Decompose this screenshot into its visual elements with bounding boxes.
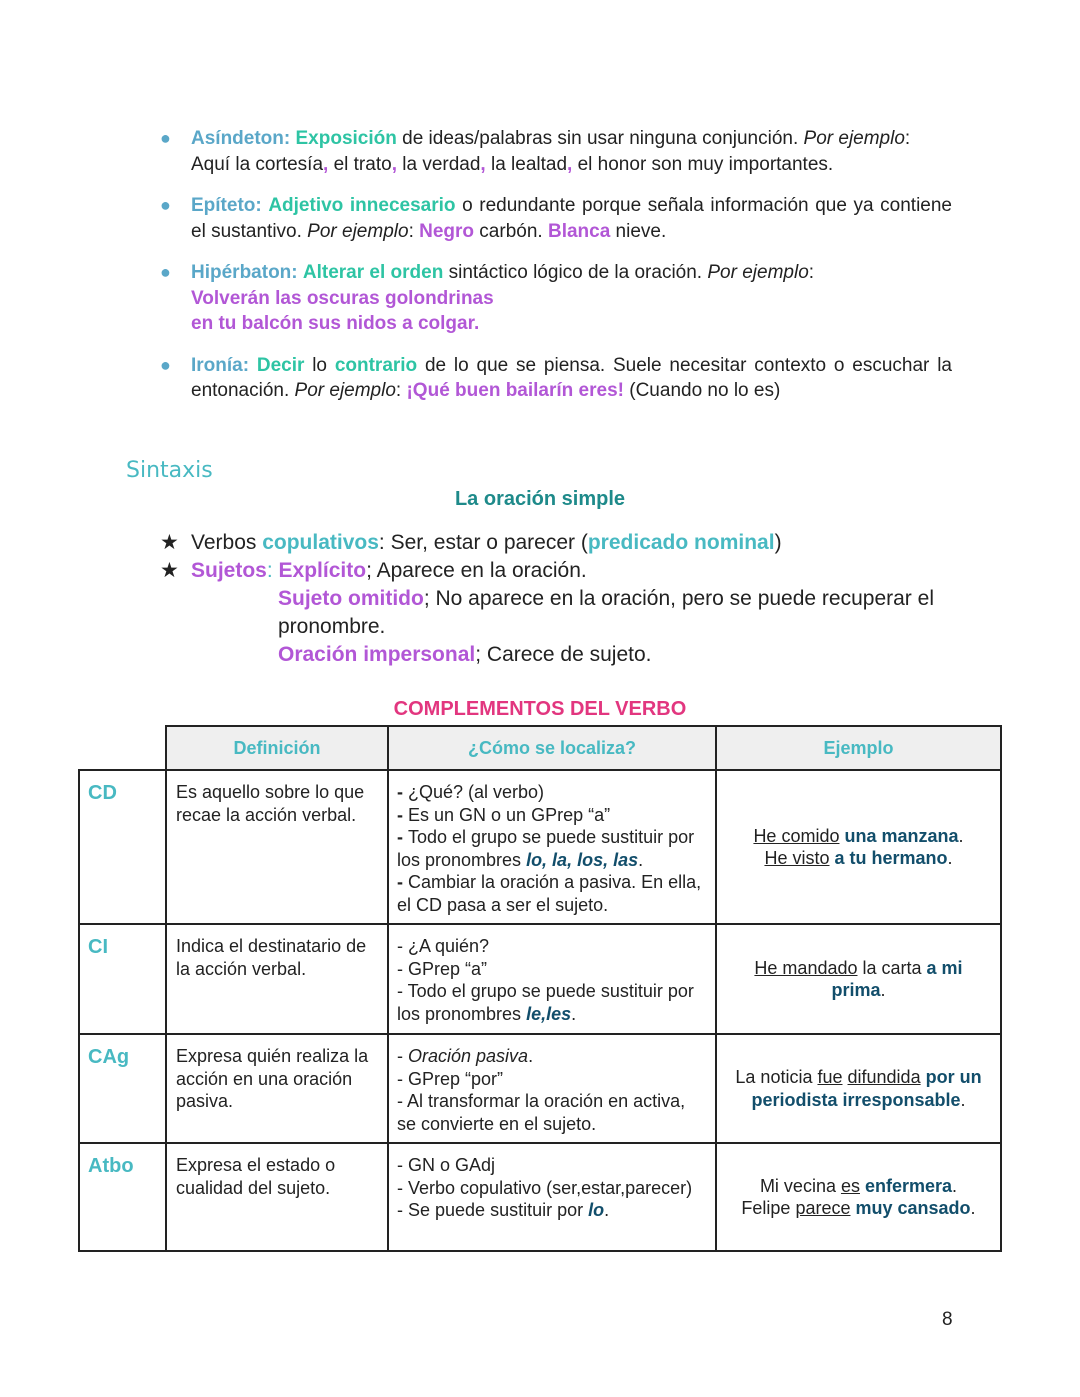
term: Ironía: bbox=[191, 354, 250, 376]
example-text: carbón. bbox=[474, 220, 548, 242]
loc-item: - GPrep “por” bbox=[397, 1068, 504, 1089]
period: . bbox=[960, 1089, 966, 1110]
row-example bbox=[716, 1143, 1001, 1251]
pronouns: le,les bbox=[526, 1003, 572, 1024]
complement: por un periodista irresponsable bbox=[751, 1067, 982, 1110]
term-text: sintáctico lógico de la oración. bbox=[443, 262, 708, 283]
header-localiza: ¿Cómo se localiza? bbox=[388, 726, 716, 770]
header-definicion: Definición bbox=[166, 726, 388, 770]
row-localization bbox=[388, 770, 716, 924]
dash: - bbox=[397, 872, 408, 892]
figures-list bbox=[160, 126, 952, 420]
dash: - bbox=[397, 782, 408, 802]
term-key: Alterar el orden bbox=[302, 262, 444, 283]
row-label: CAg bbox=[79, 1034, 166, 1143]
row-localization bbox=[388, 1143, 716, 1251]
example-text: la lealtad bbox=[485, 153, 568, 175]
bullet-ironia bbox=[160, 353, 952, 404]
bullet-dot-icon: ● bbox=[160, 354, 171, 375]
verb: fue bbox=[817, 1067, 843, 1087]
table-row bbox=[79, 924, 1001, 1034]
bullet-dot-icon: ● bbox=[160, 262, 171, 282]
term: Asíndeton: bbox=[191, 128, 291, 149]
oracion-impersonal bbox=[160, 641, 980, 669]
term-text: o redundante porque señala información que ya contiene el sustantivo. bbox=[191, 195, 953, 242]
table-corner bbox=[79, 726, 166, 770]
verb: He mandado bbox=[754, 957, 858, 978]
loc-item: - Todo el grupo se puede sustituir por los pronombres bbox=[397, 981, 694, 1024]
text: ; Carece de sujeto. bbox=[475, 643, 652, 666]
term-key: Exposición bbox=[295, 128, 397, 149]
section-title: Sintaxis bbox=[126, 458, 213, 483]
example-line: Volverán las oscuras golondrinas bbox=[191, 287, 494, 309]
row-localization bbox=[388, 924, 716, 1034]
star-icon: ★ bbox=[160, 531, 179, 554]
loc-item: ¿Qué? (al verbo) bbox=[408, 782, 545, 802]
row-definition: Es aquello sobre lo que recae la acción verbal. bbox=[166, 770, 388, 924]
bullet-hiperbaton bbox=[160, 260, 952, 337]
example-text: el honor son muy importantes. bbox=[572, 153, 834, 175]
example-text: la verdad bbox=[396, 153, 481, 175]
text: Felipe bbox=[741, 1198, 796, 1218]
example-text: (Cuando no lo es) bbox=[623, 380, 781, 401]
text: la carta bbox=[857, 957, 927, 978]
comma: , bbox=[391, 153, 397, 175]
text: ) bbox=[774, 531, 782, 554]
text: Mi vecina bbox=[759, 1175, 841, 1196]
bullet-dot-icon: ● bbox=[160, 128, 171, 148]
period: . bbox=[604, 1200, 610, 1220]
por-ejemplo: Por ejemplo bbox=[803, 128, 905, 149]
verb: difundida bbox=[847, 1067, 921, 1087]
example-key: Negro bbox=[419, 220, 475, 242]
complement: enfermera bbox=[859, 1175, 953, 1196]
row-definition: Expresa quién realiza la acción en una oración pasiva. bbox=[166, 1034, 388, 1143]
complement: a mi prima bbox=[831, 957, 963, 1000]
verb: es bbox=[840, 1175, 860, 1196]
period: . bbox=[947, 848, 953, 868]
term-key: Adjetivo innecesario bbox=[268, 195, 456, 216]
colon: : bbox=[395, 380, 407, 401]
por-ejemplo: Por ejemplo bbox=[707, 262, 809, 283]
header-ejemplo: Ejemplo bbox=[716, 726, 1001, 770]
row-definition: Indica el destinatario de la acción verbal. bbox=[166, 924, 388, 1034]
term-key: contrario bbox=[334, 354, 418, 376]
term-text: de lo que se piensa. Suele necesitar contexto o escuchar la entonación. bbox=[191, 354, 952, 401]
loc-item: Todo el grupo se puede sustituir por los pronombres bbox=[397, 827, 695, 870]
key: Sujeto omitido bbox=[278, 587, 424, 610]
loc-item: - GN o GAdj bbox=[397, 1155, 496, 1175]
period: . bbox=[638, 849, 644, 870]
text: : Ser, estar o parecer ( bbox=[378, 531, 588, 554]
period: . bbox=[958, 825, 964, 846]
table-row bbox=[79, 1143, 1001, 1251]
dash: - bbox=[397, 827, 408, 847]
table-row bbox=[79, 1034, 1001, 1143]
complement: una manzana bbox=[844, 825, 959, 846]
colon: : bbox=[266, 559, 279, 582]
table-row bbox=[79, 770, 1001, 924]
loc-item: Cambiar la oración a pasiva. En ella, el CD pasa a ser el sujeto. bbox=[397, 872, 702, 915]
loc-item: - GPrep “a” bbox=[397, 958, 488, 979]
pronouns: lo bbox=[588, 1200, 605, 1220]
example-text: el trato bbox=[328, 153, 392, 175]
bullet-asindeton bbox=[160, 126, 952, 177]
term: Epíteto: bbox=[191, 195, 262, 216]
sujeto-omitido bbox=[160, 585, 980, 641]
row-example bbox=[716, 1034, 1001, 1143]
verb: parece bbox=[795, 1198, 851, 1218]
star-icon: ★ bbox=[160, 559, 179, 582]
period: . bbox=[571, 1003, 577, 1024]
row-label: Atbo bbox=[79, 1143, 166, 1251]
example-key: Blanca bbox=[547, 220, 611, 242]
star-item-verbos bbox=[160, 529, 980, 557]
term-text: lo bbox=[304, 354, 335, 376]
complements-table bbox=[78, 725, 1002, 1252]
por-ejemplo: Por ejemplo bbox=[307, 220, 409, 242]
text: Verbos bbox=[191, 531, 263, 554]
colon: : bbox=[808, 262, 815, 283]
verb: He visto bbox=[764, 848, 830, 868]
loc-item: Oración pasiva bbox=[408, 1046, 529, 1066]
key: Oración impersonal bbox=[278, 643, 476, 666]
comma: , bbox=[480, 153, 486, 175]
loc-item: - Al transformar la oración en activa, se convierte en el sujeto. bbox=[397, 1091, 686, 1134]
star-item-sujetos bbox=[160, 557, 980, 585]
term-text: de ideas/palabras sin usar ninguna conjunción. bbox=[396, 128, 804, 149]
bullet-dot-icon: ● bbox=[160, 195, 171, 215]
row-label: CI bbox=[79, 924, 166, 1034]
table-header-row bbox=[79, 726, 1001, 770]
loc-item: - Se puede sustituir por bbox=[397, 1200, 589, 1220]
table-title: COMPLEMENTOS DEL VERBO bbox=[393, 698, 687, 720]
loc-item: - ¿A quién? bbox=[397, 936, 490, 956]
example-text: Aquí la cortesía bbox=[191, 153, 324, 175]
term: Hipérbaton: bbox=[191, 262, 298, 283]
period: . bbox=[970, 1198, 976, 1218]
text: ; Aparece en la oración. bbox=[366, 559, 587, 582]
dash: - bbox=[397, 1046, 408, 1066]
period: . bbox=[880, 980, 886, 1000]
row-localization bbox=[388, 1034, 716, 1143]
example-key: ¡Qué buen bailarín eres! bbox=[406, 380, 624, 401]
period: . bbox=[952, 1175, 958, 1196]
colon: : bbox=[408, 220, 420, 242]
key: Explícito bbox=[278, 559, 367, 582]
key: predicado nominal bbox=[587, 531, 775, 554]
row-example bbox=[716, 924, 1001, 1034]
term-key: Decir bbox=[256, 354, 305, 376]
bullet-epiteto bbox=[160, 193, 952, 244]
complement: muy cansado bbox=[850, 1198, 971, 1218]
text: ; No aparece en la oración, pero se puede recuperar el pronombre. bbox=[278, 587, 934, 638]
row-label: CD bbox=[79, 770, 166, 924]
loc-item: Es un GN o un GPrep “a” bbox=[408, 804, 611, 825]
star-list bbox=[160, 529, 980, 669]
colon: : bbox=[904, 128, 911, 149]
example-line: en tu balcón sus nidos a colgar. bbox=[191, 313, 480, 334]
verb: He comido bbox=[753, 825, 840, 846]
page-number: 8 bbox=[942, 1309, 953, 1330]
pronouns: lo, la, los, las bbox=[526, 849, 639, 870]
key: copulativos bbox=[262, 531, 379, 554]
dash: - bbox=[397, 804, 408, 825]
row-definition: Expresa el estado o cualidad del sujeto. bbox=[166, 1143, 388, 1251]
row-example bbox=[716, 770, 1001, 924]
key: Sujetos bbox=[191, 559, 267, 582]
period: . bbox=[528, 1046, 534, 1066]
comma: , bbox=[323, 153, 329, 175]
complement: a tu hermano bbox=[834, 848, 948, 868]
comma: , bbox=[567, 153, 573, 175]
text: La noticia bbox=[735, 1067, 818, 1087]
section-subtitle: La oración simple bbox=[454, 488, 626, 510]
loc-item: - Verbo copulativo (ser,estar,parecer) bbox=[397, 1177, 693, 1198]
example-text: nieve. bbox=[610, 220, 667, 242]
por-ejemplo: Por ejemplo bbox=[294, 380, 396, 401]
